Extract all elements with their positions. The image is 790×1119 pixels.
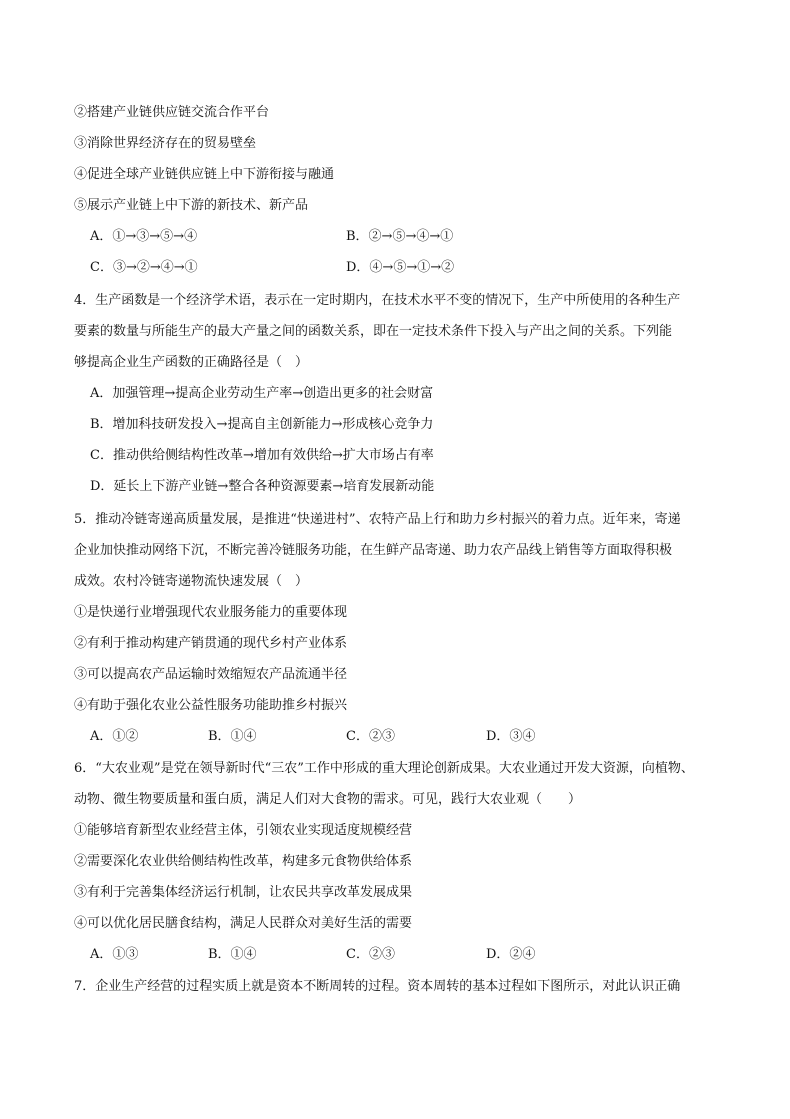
q5-item-4: ④有助于强化农业公益性服务功能助推乡村振兴 xyxy=(74,698,348,713)
q5-stem-line-3: 成效。农村冷链寄递物流快速发展（ ） xyxy=(74,574,309,589)
q5-option-d: D．③④ xyxy=(486,729,536,744)
q6-item-2: ②需要深化农业供给侧结构性改革，构建多元食物供给体系 xyxy=(74,854,413,869)
q4-stem-line-3: 够提高企业生产函数的正确路径是（ ） xyxy=(74,355,309,370)
q3-item-4: ④促进全球产业链供应链上中下游衔接与融通 xyxy=(74,167,335,182)
q3-option-c: C．③→②→④→① xyxy=(90,260,198,275)
q4-stem-line-2: 要素的数量与所能生产的最大产量之间的函数关系，即在一定技术条件下投入与产出之间的关系。下列能 xyxy=(74,324,673,339)
q5-item-3: ③可以提高农产品运输时效缩短农产品流通半径 xyxy=(74,667,348,682)
q4-option-d: D．延长上下游产业链→整合各种资源要素→培育发展新动能 xyxy=(90,479,435,494)
q5-option-c: C．②③ xyxy=(346,729,395,744)
q4-option-a: A．加强管理→提高企业劳动生产率→创造出更多的社会财富 xyxy=(90,386,434,401)
q4-option-c: C．推动供给侧结构性改革→增加有效供给→扩大市场占有率 xyxy=(90,448,434,463)
q4-option-b: B．增加科技研发投入→提高自主创新能力→形成核心竞争力 xyxy=(90,417,434,432)
q5-option-b: B．①④ xyxy=(208,729,257,744)
q3-option-d: D．④→⑤→①→② xyxy=(346,260,455,275)
q3-item-3: ③消除世界经济存在的贸易壁垒 xyxy=(74,136,257,151)
q6-item-1: ①能够培育新型农业经营主体，引领农业实现适度规模经营 xyxy=(74,823,413,838)
q7-stem-line-1: 7．企业生产经营的过程实质上就是资本不断周转的过程。资本周转的基本过程如下图所示，对此认识正确 xyxy=(74,979,681,994)
q6-stem-line-1: 6．“大农业观”是党在领导新时代“三农”工作中形成的重大理论创新成果。大农业通过开发大资源，向植物、 xyxy=(74,761,694,776)
q4-stem-line-1: 4．生产函数是一个经济学术语，表示在一定时期内，在技术水平不变的情况下，生产中所使用的各种生产 xyxy=(74,293,681,308)
q5-option-a: A．①② xyxy=(90,729,139,744)
q6-stem-line-2: 动物、微生物要质量和蛋白质，满足人们对大食物的需求。可见，践行大农业观（ ） xyxy=(74,792,582,807)
q6-item-3: ③有利于完善集体经济运行机制，让农民共享改革发展成果 xyxy=(74,885,413,900)
q5-stem-line-1: 5．推动冷链寄递高质量发展，是推进“快递进村”、农特产品上行和助力乡村振兴的着力点。近年来，寄递 xyxy=(74,512,681,527)
q3-option-a: A．①→③→⑤→④ xyxy=(90,229,198,244)
q6-option-b: B．①④ xyxy=(208,947,257,962)
q6-option-d: D．②④ xyxy=(486,947,536,962)
q6-option-a: A．①③ xyxy=(90,947,139,962)
q3-option-b: B．②→⑤→④→① xyxy=(346,229,454,244)
q3-item-2: ②搭建产业链供应链交流合作平台 xyxy=(74,105,270,120)
q5-item-2: ②有利于推动构建产销贯通的现代乡村产业体系 xyxy=(74,636,348,651)
q6-option-c: C．②③ xyxy=(346,947,395,962)
q5-item-1: ①是快递行业增强现代农业服务能力的重要体现 xyxy=(74,605,348,620)
q5-stem-line-2: 企业加快推动网络下沉，不断完善冷链服务功能，在生鲜产品寄递、助力农产品线上销售等方面取得积极 xyxy=(74,543,673,558)
q6-item-4: ④可以优化居民膳食结构，满足人民群众对美好生活的需要 xyxy=(74,916,413,931)
q3-item-5: ⑤展示产业链上中下游的新技术、新产品 xyxy=(74,198,309,213)
